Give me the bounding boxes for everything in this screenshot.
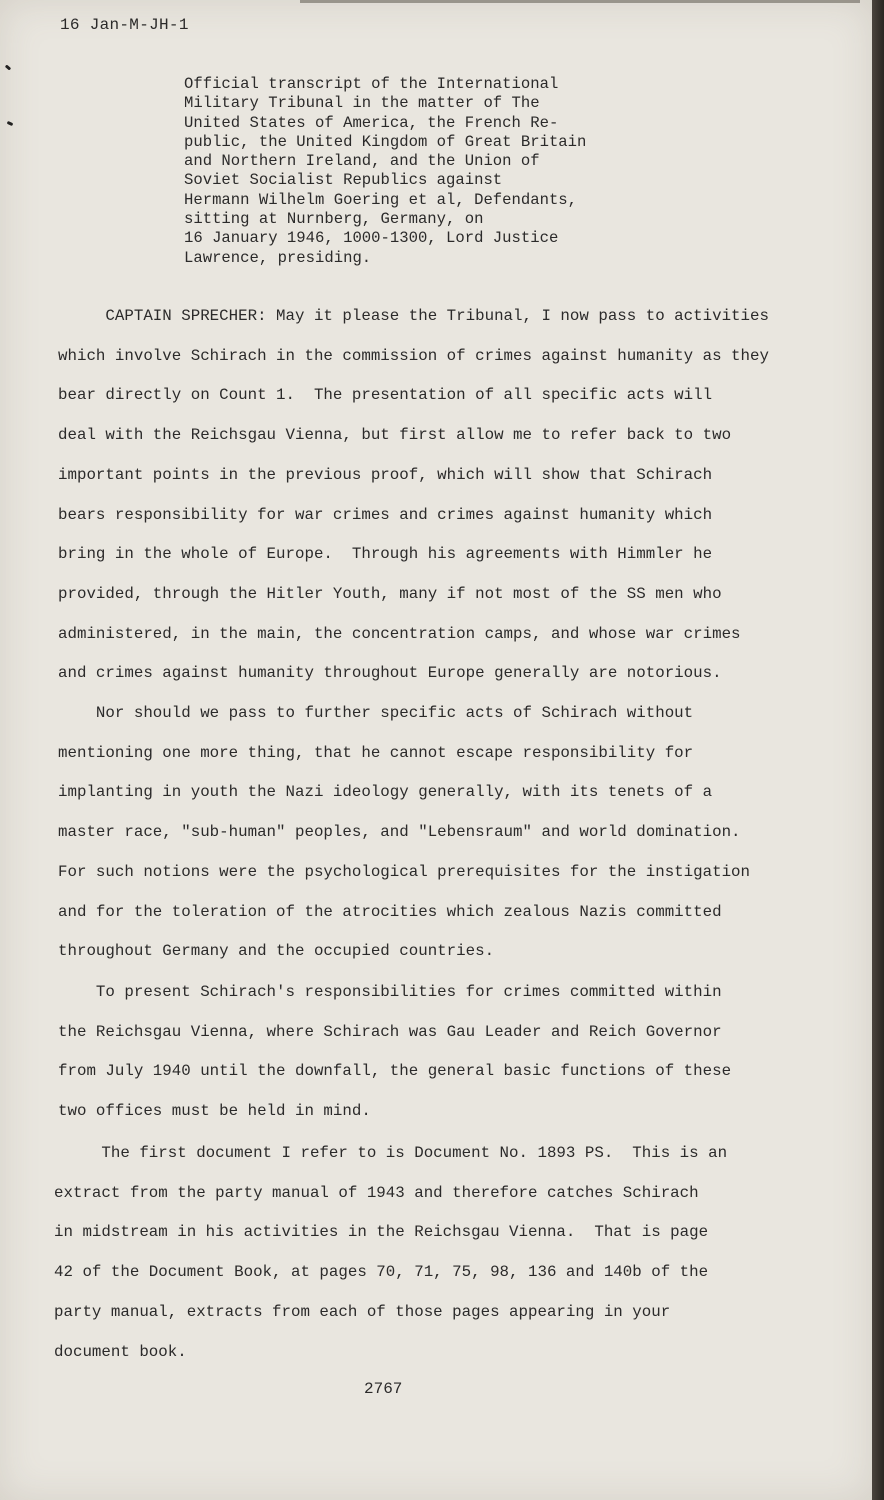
header-line: Soviet Socialist Republics against xyxy=(184,171,503,190)
body-line: Nor should we pass to further specific acts of Schirach without xyxy=(58,704,694,722)
header-line: sitting at Nurnberg, Germany, on xyxy=(184,210,484,229)
top-edge-line xyxy=(300,0,860,3)
body-line: The first document I refer to is Document No. 1893 PS. This is an xyxy=(54,1144,728,1162)
body-line: extract from the party manual of 1943 and therefore catches Schirach xyxy=(54,1183,699,1202)
body-line: CAPTAIN SPRECHER: May it please the Tribunal, I now pass to activities xyxy=(58,307,769,325)
body-line: and crimes against humanity throughout Europe generally are notorious. xyxy=(58,664,722,683)
body-line: bears responsibility for war crimes and crimes against humanity which xyxy=(58,505,713,524)
body-line: master race, "sub-human" peoples, and "Lebensraum" and world domination. xyxy=(58,823,741,842)
body-line: throughout Germany and the occupied countries. xyxy=(58,942,495,961)
body-line: To present Schirach's responsibilities for crimes committed within xyxy=(58,983,722,1001)
body-line: mentioning one more thing, that he cannot escape responsibility for xyxy=(58,743,694,762)
body-line: in midstream in his activities in the Reichsgau Vienna. That is page xyxy=(54,1223,709,1242)
body-line: important points in the previous proof, which will show that Schirach xyxy=(58,465,713,484)
body-line: bring in the whole of Europe. Through his agreements with Himmler he xyxy=(58,545,713,564)
paragraph-2 xyxy=(58,694,798,972)
paragraph-4 xyxy=(54,1134,794,1372)
body-line: provided, through the Hitler Youth, many if not most of the SS men who xyxy=(58,584,722,603)
background-edge xyxy=(872,0,884,1500)
header-line: 16 January 1946, 1000-1300, Lord Justice xyxy=(184,229,559,248)
margin-mark xyxy=(7,121,14,126)
header-line: United States of America, the French Re- xyxy=(184,113,559,132)
body-line: which involve Schirach in the commission of crimes against humanity as they xyxy=(58,346,769,365)
body-line: bear directly on Count 1. The presentation of all specific acts will xyxy=(58,386,713,405)
transcript-header xyxy=(184,75,644,268)
body-line: from July 1940 until the downfall, the general basic functions of these xyxy=(58,1062,732,1081)
margin-mark xyxy=(5,64,12,70)
body-line: implanting in youth the Nazi ideology generally, with its tenets of a xyxy=(58,783,713,802)
header-line: public, the United Kingdom of Great Britain xyxy=(184,132,587,151)
header-line: Military Tribunal in the matter of The xyxy=(184,94,540,113)
paragraph-1 xyxy=(58,297,798,694)
page-identifier: 16 Jan-M-JH-1 xyxy=(60,16,189,34)
body-line: the Reichsgau Vienna, where Schirach was Gau Leader and Reich Governor xyxy=(58,1022,722,1041)
body-line: document book. xyxy=(54,1342,187,1361)
body-line: and for the toleration of the atrocities which zealous Nazis committed xyxy=(58,902,722,921)
body-line: For such notions were the psychological prerequisites for the instigation xyxy=(58,862,751,881)
body-line: party manual, extracts from each of those pages appearing in your xyxy=(54,1302,671,1321)
header-line: Official transcript of the International xyxy=(184,75,559,93)
body-line: two offices must be held in mind. xyxy=(58,1102,371,1121)
body-line: deal with the Reichsgau Vienna, but first allow me to refer back to two xyxy=(58,426,732,445)
body-line: administered, in the main, the concentration camps, and whose war crimes xyxy=(58,624,741,643)
paragraph-3 xyxy=(58,973,798,1132)
header-line: and Northern Ireland, and the Union of xyxy=(184,152,540,171)
header-line: Hermann Wilhelm Goering et al, Defendants, xyxy=(184,190,578,209)
header-line: Lawrence, presiding. xyxy=(184,248,372,267)
body-line: 42 of the Document Book, at pages 70, 71, 75, 98, 136 and 140b of the xyxy=(54,1263,709,1282)
page-number: 2767 xyxy=(364,1380,403,1398)
